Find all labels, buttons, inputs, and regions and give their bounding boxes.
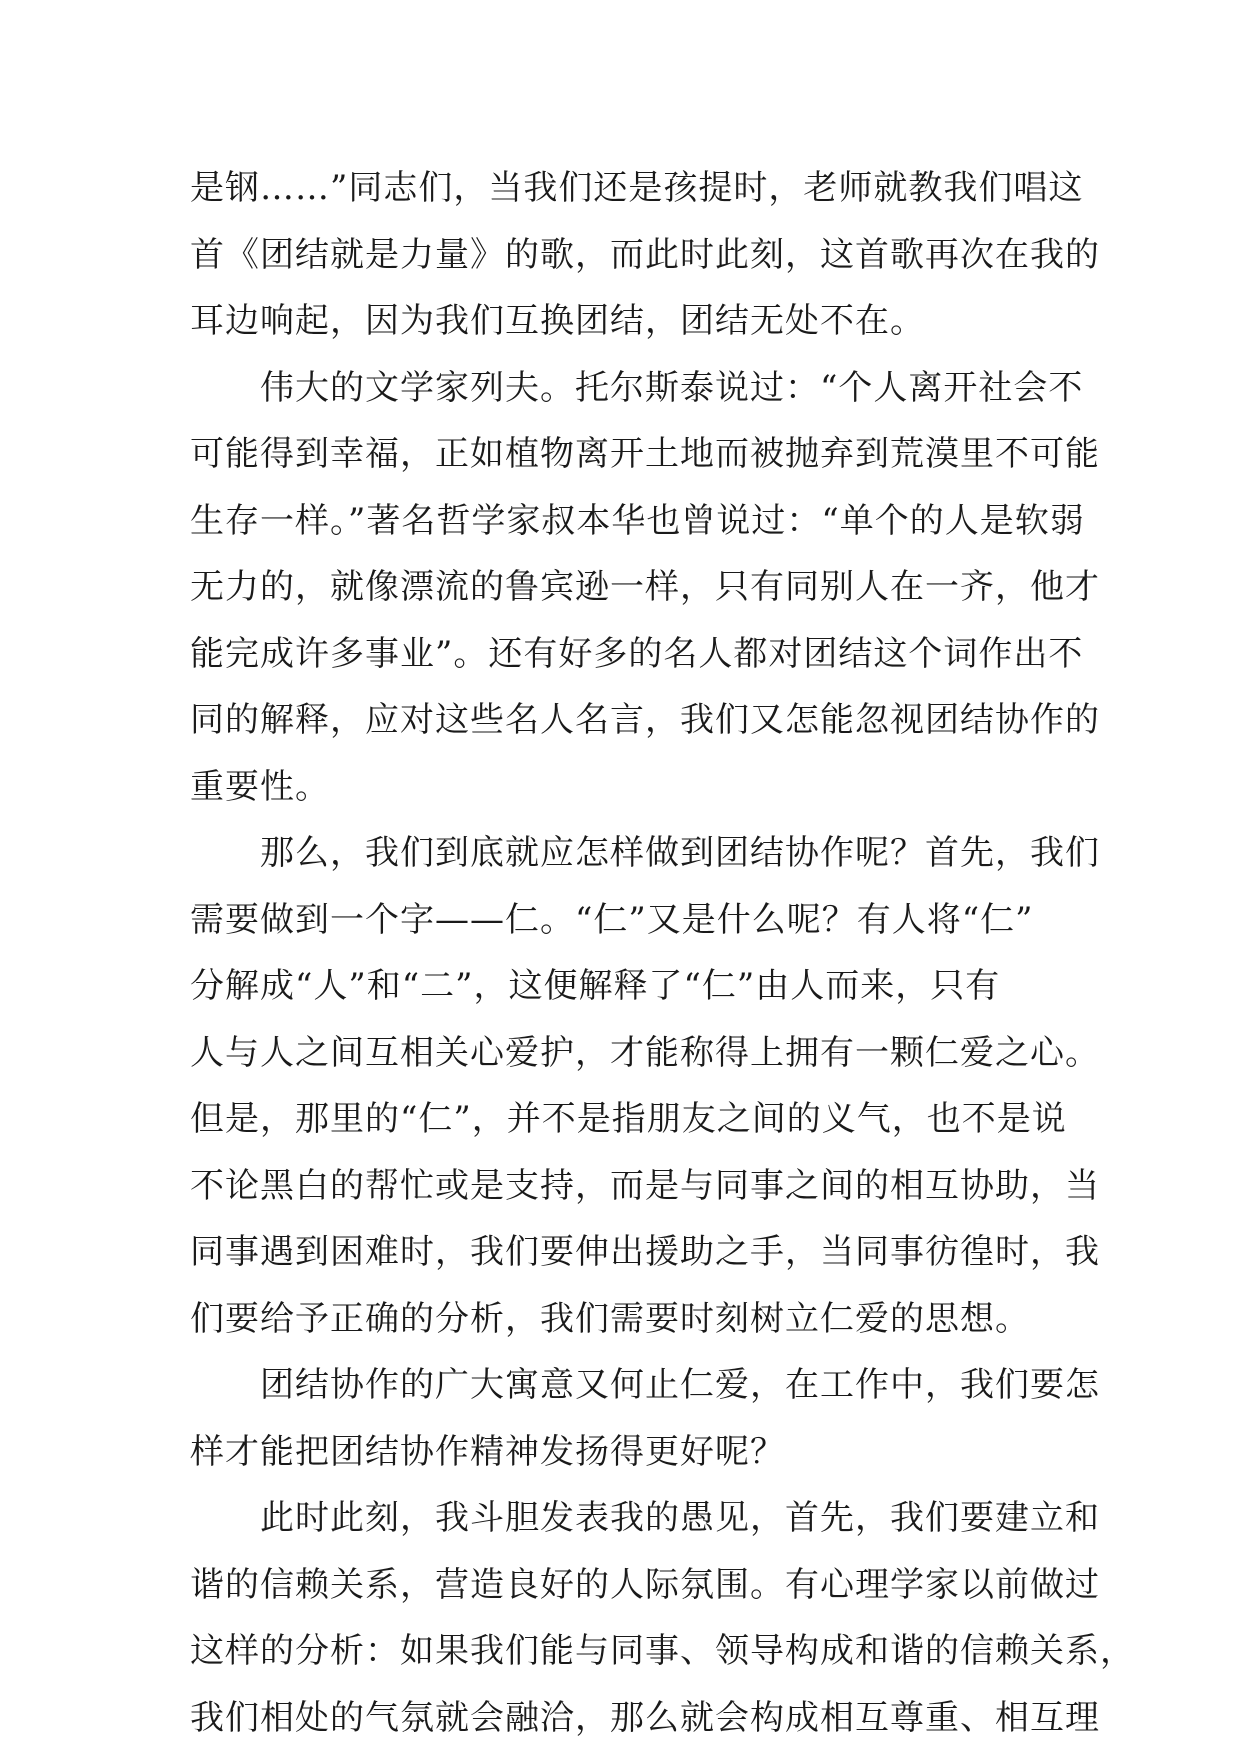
paragraph-1 (190, 155, 1100, 355)
text-line: 不论黑白的帮忙或是支持，而是与同事之间的相互协助，当 (190, 1165, 1100, 1206)
text-line: 重要性。 (190, 766, 330, 807)
text-line: 无力的，就像漂流的鲁宾逊一样，只有同别人在一齐，他才 (190, 567, 1100, 607)
text-line: 生存一样。”著名哲学家叔本华也曾说过：“单个的人是软弱 (190, 500, 1085, 541)
text-line: 首《团结就是力量》的歌，而此时此刻，这首歌再次在我的 (190, 234, 1100, 275)
text-line: 同事遇到困难时，我们要伸出援助之手，当同事彷徨时，我 (190, 1232, 1100, 1272)
paragraph-2 (190, 355, 1100, 821)
text-line: 可能得到幸福，正如植物离开土地而被抛弃到荒漠里不可能 (190, 434, 1100, 474)
text-line: 同的解释，应对这些名人名言，我们又怎能忽视团结协作的 (190, 700, 1100, 740)
text-line: 是钢……”同志们，当我们还是孩提时，老师就教我们唱这 (190, 168, 1084, 208)
text-line: 样才能把团结协作精神发扬得更好呢？ (190, 1431, 785, 1472)
paragraph-4 (190, 1352, 1100, 1485)
text-line: 能完成许多事业”。还有好多的名人都对团结这个词作出不 (190, 633, 1084, 674)
text-line: 耳边响起，因为我们互换团结，团结无处不在。 (190, 301, 925, 341)
text-line: 人与人之间互相关心爱护，才能称得上拥有一颗仁爱之心。 (190, 1032, 1100, 1073)
paragraph-3 (190, 820, 1100, 1352)
body-text (190, 155, 1135, 1751)
text-line: 此时此刻，我斗胆发表我的愚见，首先，我们要建立和 (260, 1498, 1100, 1538)
text-line: 但是，那里的“仁”，并不是指朋友之间的义气，也不是说 (190, 1099, 1067, 1139)
text-line: 谐的信赖关系，营造良好的人际氛围。有心理学家以前做过 (190, 1564, 1100, 1605)
text-line: 分解成“人”和“二”，这便解释了“仁”由人而来，只有 (190, 966, 1001, 1006)
text-line: 这样的分析：如果我们能与同事、领导构成和谐的信赖关系， (190, 1631, 1135, 1671)
text-line: 那么，我们到底就应怎样做到团结协作呢？首先，我们 (260, 833, 1100, 873)
text-line: 需要做到一个字——仁。“仁”又是什么呢？有人将“仁” (190, 899, 1034, 940)
text-line: 团结协作的广大寓意又何止仁爱，在工作中，我们要怎 (260, 1365, 1100, 1405)
text-line: 们要给予正确的分析，我们需要时刻树立仁爱的思想。 (190, 1298, 1030, 1339)
text-line: 我们相处的气氛就会融洽，那么就会构成相互尊重、相互理 (190, 1697, 1100, 1738)
text-line: 伟大的文学家列夫。托尔斯泰说过：“个人离开社会不 (260, 367, 1084, 408)
paragraph-5 (190, 1485, 1135, 1751)
